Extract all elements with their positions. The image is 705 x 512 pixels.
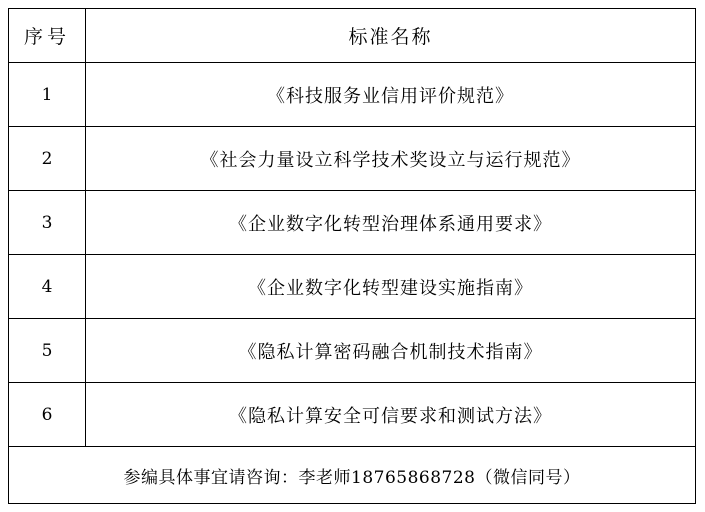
standard-name: 《隐私计算安全可信要求和测试方法》	[86, 383, 696, 447]
contact-note: 参编具体事宜请咨询：李老师18765868728（微信同号）	[9, 447, 696, 504]
table-footer-row	[9, 447, 696, 504]
table-header-row	[9, 9, 696, 63]
table-row	[9, 127, 696, 191]
standards-table	[8, 8, 696, 504]
standard-name: 《社会力量设立科学技术奖设立与运行规范》	[86, 127, 696, 191]
standard-name: 《科技服务业信用评价规范》	[86, 63, 696, 127]
row-number: 6	[9, 383, 86, 447]
column-header-name: 标准名称	[86, 9, 696, 63]
column-header-no: 序号	[9, 9, 86, 63]
row-number: 4	[9, 255, 86, 319]
standard-name: 《企业数字化转型建设实施指南》	[86, 255, 696, 319]
standard-name: 《隐私计算密码融合机制技术指南》	[86, 319, 696, 383]
row-number: 5	[9, 319, 86, 383]
document-page	[0, 8, 705, 512]
row-number: 2	[9, 127, 86, 191]
standard-name: 《企业数字化转型治理体系通用要求》	[86, 191, 696, 255]
table-row	[9, 255, 696, 319]
table-row	[9, 383, 696, 447]
table-row	[9, 63, 696, 127]
row-number: 1	[9, 63, 86, 127]
table-row	[9, 191, 696, 255]
row-number: 3	[9, 191, 86, 255]
table-row	[9, 319, 696, 383]
